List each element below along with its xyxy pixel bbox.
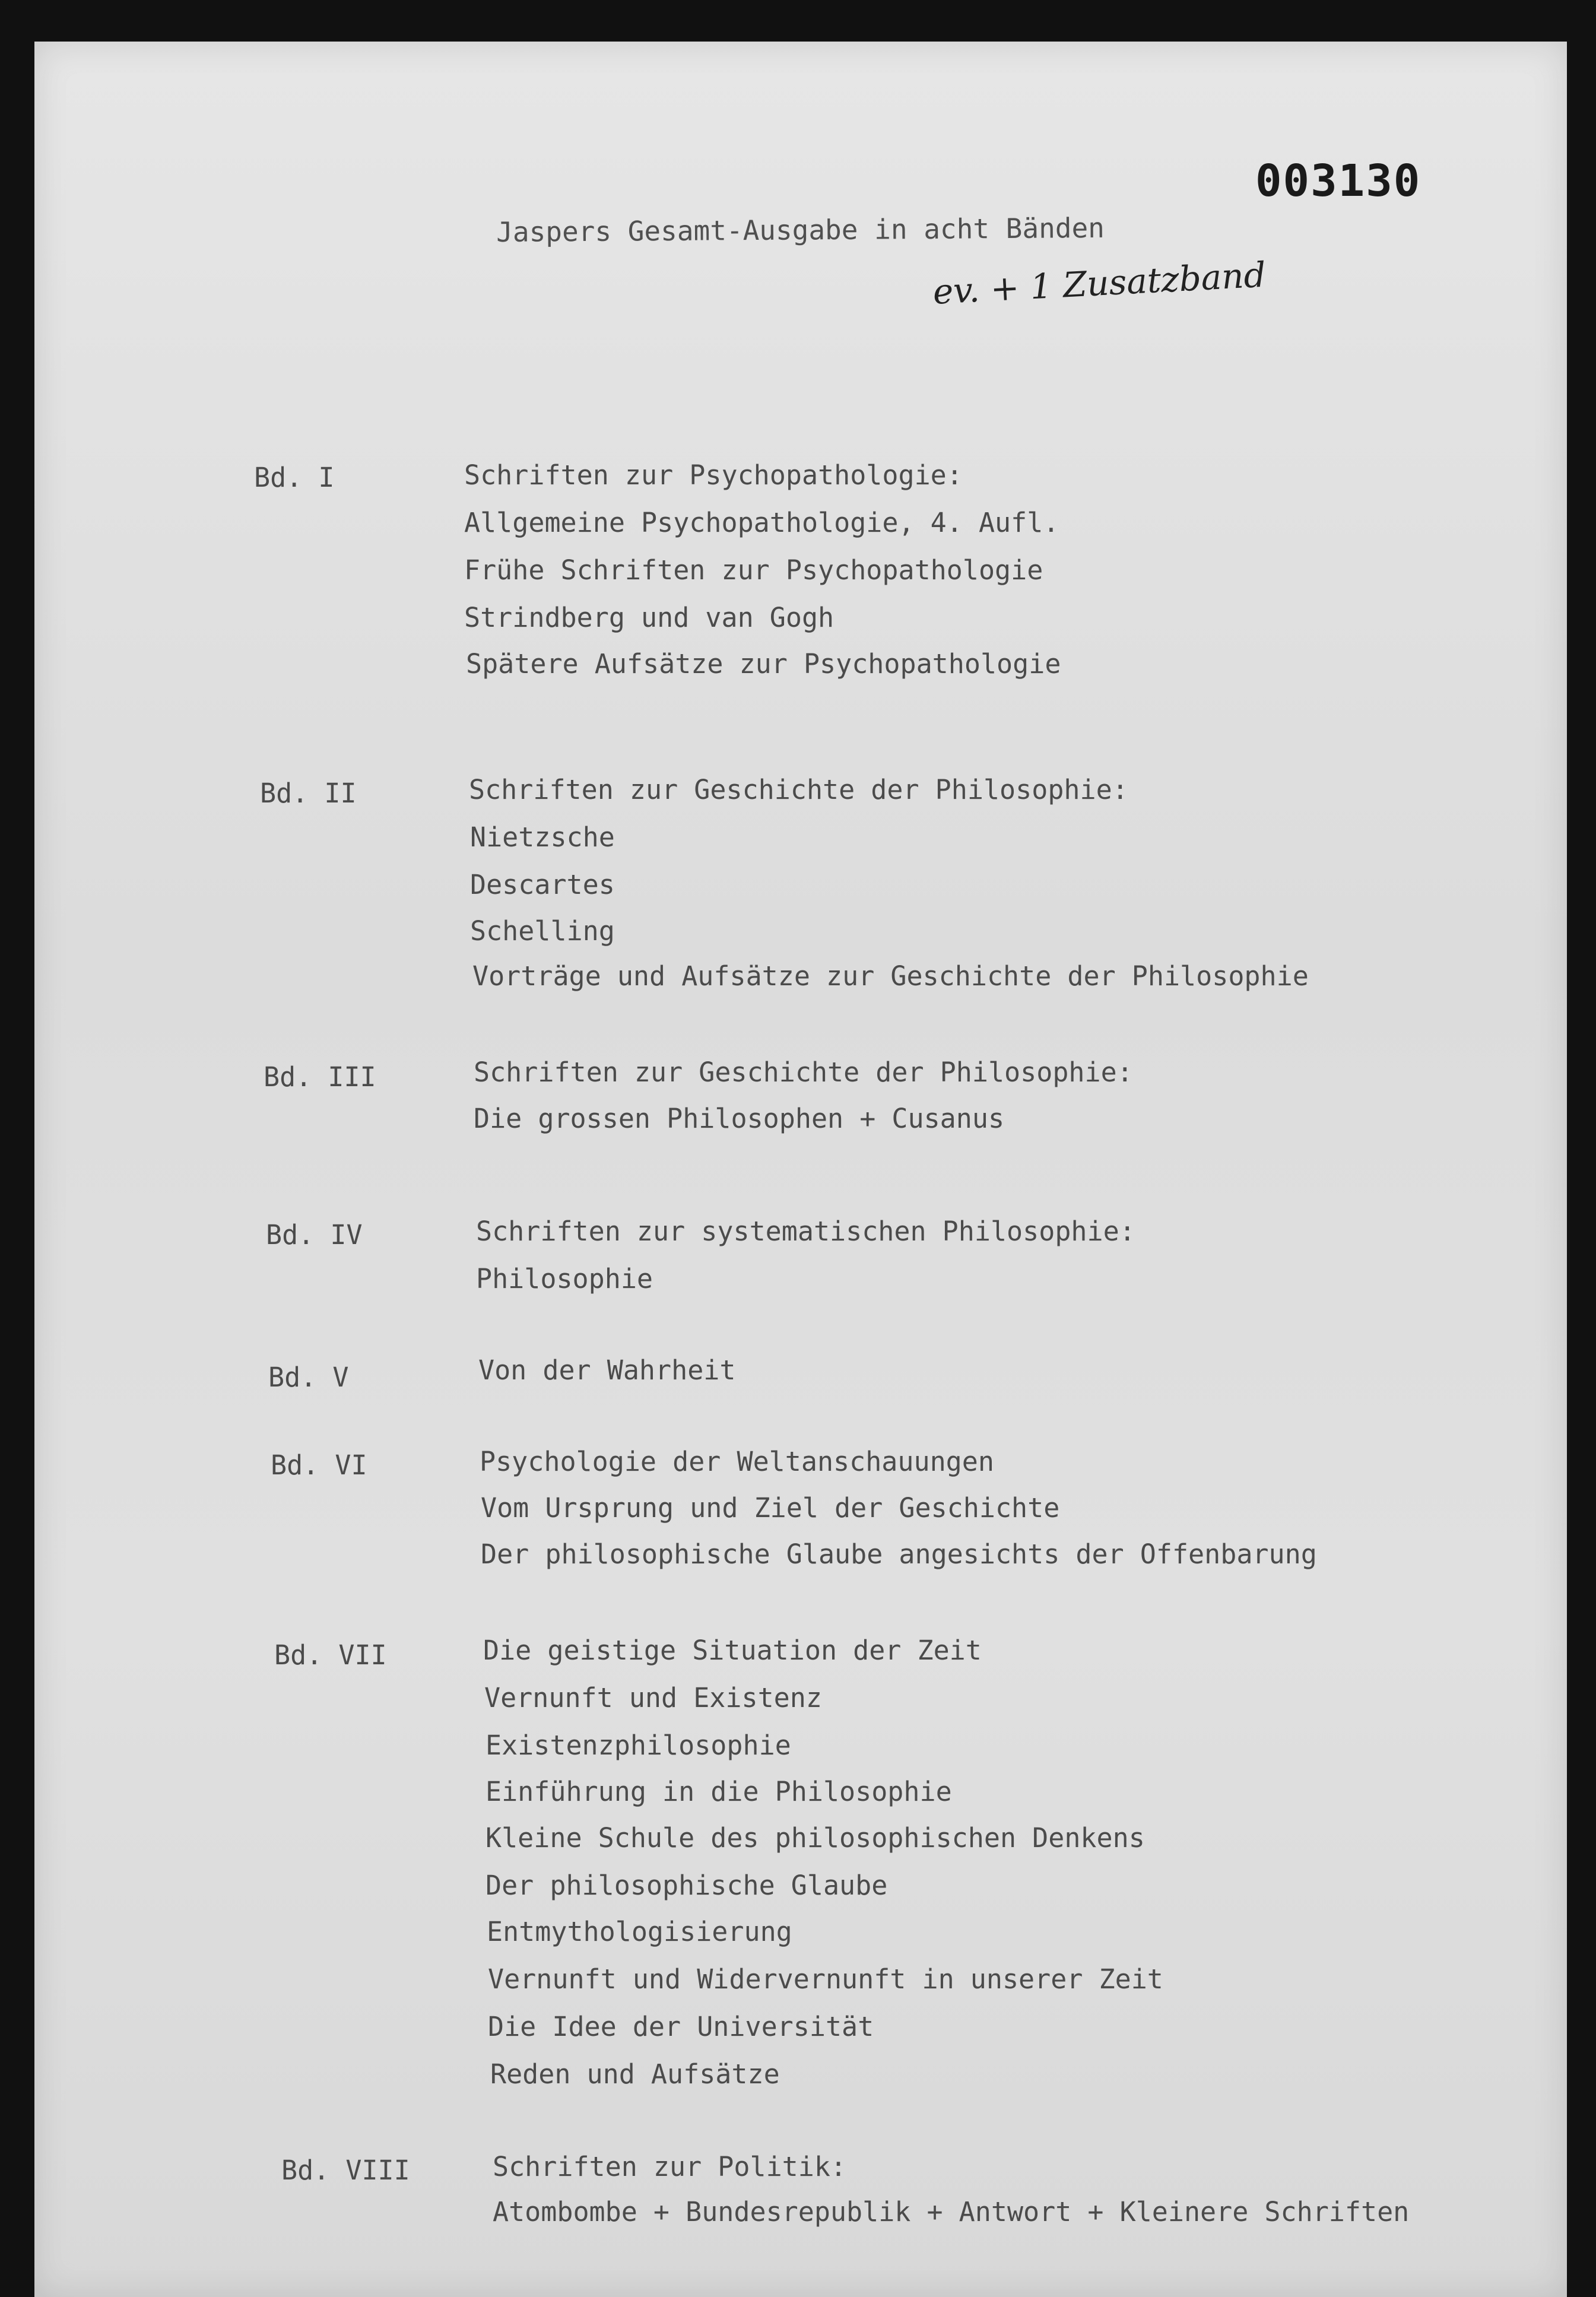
document-title: Jaspers Gesamt-Ausgabe in acht Bänden bbox=[496, 211, 1105, 248]
volume-line: Psychologie der Weltanschauungen bbox=[480, 1446, 994, 1477]
volume-line: Spätere Aufsätze zur Psychopathologie bbox=[466, 648, 1061, 680]
volume-line: Schelling bbox=[470, 915, 615, 947]
volume-line: Strindberg und van Gogh bbox=[464, 602, 835, 633]
volume-line: Schriften zur Psychopathologie: bbox=[464, 459, 963, 491]
volume-label: Bd. VI bbox=[271, 1449, 367, 1481]
volume-label: Bd. I bbox=[254, 462, 335, 493]
volume-label: Bd. V bbox=[268, 1362, 349, 1393]
volume-line: Vernunft und Widervernunft in unserer Zeit bbox=[488, 1963, 1163, 1995]
volume-line: Schriften zur Geschichte der Philosophie: bbox=[469, 774, 1128, 805]
document-page bbox=[34, 42, 1567, 2297]
volume-label: Bd. IV bbox=[266, 1219, 363, 1251]
volume-line: Vorträge und Aufsätze zur Geschichte der Philosophie bbox=[472, 960, 1309, 992]
volume-label: Bd. II bbox=[260, 778, 357, 809]
volume-line: Frühe Schriften zur Psychopathologie bbox=[464, 554, 1043, 586]
volume-line: Existenzphilosophie bbox=[486, 1730, 791, 1761]
volume-line: Der philosophische Glaube bbox=[486, 1870, 888, 1901]
volume-line: Die Idee der Universität bbox=[488, 2011, 874, 2042]
volume-line: Die grossen Philosophen + Cusanus bbox=[474, 1103, 1005, 1134]
archive-stamp-number: 003130 bbox=[1255, 156, 1422, 207]
volume-line: Vom Ursprung und Ziel der Geschichte bbox=[481, 1492, 1060, 1524]
volume-label: Bd. III bbox=[264, 1061, 376, 1093]
volume-line: Einführung in die Philosophie bbox=[486, 1776, 952, 1807]
volume-line: Schriften zur Geschichte der Philosophie: bbox=[474, 1057, 1133, 1088]
volume-line: Philosophie bbox=[476, 1263, 653, 1295]
volume-line: Descartes bbox=[470, 869, 615, 900]
volume-line: Der philosophische Glaube angesichts der Offenbarung bbox=[481, 1538, 1317, 1570]
volume-line: Allgemeine Psychopathologie, 4. Aufl. bbox=[464, 507, 1059, 538]
volume-line: Von der Wahrheit bbox=[478, 1354, 736, 1386]
volume-label: Bd. VII bbox=[274, 1639, 387, 1671]
volume-line: Vernunft und Existenz bbox=[484, 1682, 822, 1714]
volume-line: Atombombe + Bundesrepublik + Antwort + Kleinere Schriften bbox=[493, 2196, 1410, 2228]
volume-label: Bd. VIII bbox=[281, 2155, 410, 2186]
volume-line: Schriften zur Politik: bbox=[493, 2151, 847, 2182]
volume-line: Die geistige Situation der Zeit bbox=[483, 1635, 982, 1666]
volume-line: Nietzsche bbox=[470, 821, 615, 853]
volume-line: Schriften zur systematischen Philosophie: bbox=[476, 1216, 1135, 1247]
volume-line: Kleine Schule des philosophischen Denkens bbox=[486, 1822, 1145, 1854]
volume-line: Entmythologisierung bbox=[487, 1916, 792, 1947]
handwritten-note: ev. + 1 Zusatzband bbox=[932, 254, 1267, 312]
volume-line: Reden und Aufsätze bbox=[490, 2058, 780, 2090]
